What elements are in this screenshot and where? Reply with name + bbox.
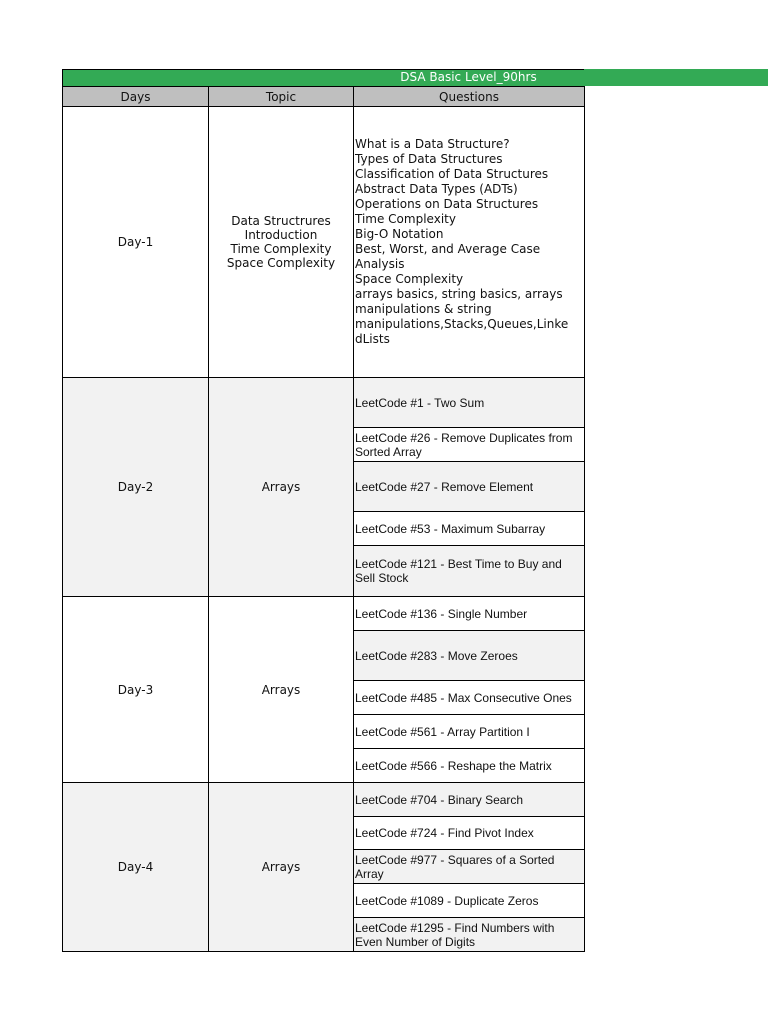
column-header-topic: Topic	[209, 87, 354, 107]
question-line: Operations on Data Structures	[355, 197, 539, 211]
question-cell: LeetCode #26 - Remove Duplicates from Sorted Array	[354, 428, 585, 462]
question-cell: LeetCode #1 - Two Sum	[354, 378, 585, 428]
question-cell: LeetCode #136 - Single Number	[354, 597, 585, 631]
question-line: Space Complexity	[355, 272, 464, 286]
topic-cell: Arrays	[209, 378, 354, 597]
question-cell: LeetCode #566 - Reshape the Matrix	[354, 749, 585, 783]
sheet-title: DSA Basic Level_90hrs	[400, 70, 537, 84]
question-cell: LeetCode #1089 - Duplicate Zeros	[354, 884, 585, 918]
table-row	[63, 107, 585, 378]
day-cell: Day-3	[63, 597, 209, 783]
question-line: dLists	[355, 332, 390, 346]
table-row	[63, 597, 585, 631]
topic-line: Time Complexity	[230, 242, 332, 256]
day-cell: Day-2	[63, 378, 209, 597]
question-line: arrays basics, string basics, arrays	[355, 287, 563, 301]
question-line: manipulations,Stacks,Queues,Linke	[355, 317, 569, 331]
question-cell: LeetCode #977 - Squares of a Sorted Array	[354, 850, 585, 884]
topic-cell	[209, 107, 354, 378]
topic-line: Space Complexity	[226, 256, 336, 270]
question-line: Analysis	[355, 257, 405, 271]
topic-line: Data Structrures	[231, 214, 331, 228]
column-header-questions: Questions	[354, 87, 585, 107]
question-cell: LeetCode #1295 - Find Numbers with Even Number of Digits	[354, 918, 585, 952]
day-cell: Day-1	[63, 107, 209, 378]
topic-cell: Arrays	[209, 597, 354, 783]
question-cell: LeetCode #53 - Maximum Subarray	[354, 512, 585, 546]
question-line: Big-O Notation	[355, 227, 444, 241]
question-line: Classification of Data Structures	[355, 167, 549, 181]
title-left-border	[62, 69, 63, 87]
topic-line: Introduction	[244, 228, 318, 242]
question-cell: LeetCode #561 - Array Partition I	[354, 715, 585, 749]
question-cell: LeetCode #485 - Max Consecutive Ones	[354, 681, 585, 715]
header-row	[63, 87, 585, 107]
day-cell: Day-4	[63, 783, 209, 952]
table-row	[63, 378, 585, 428]
question-line: Abstract Data Types (ADTs)	[355, 182, 518, 196]
table-row	[63, 783, 585, 817]
column-header-days: Days	[63, 87, 209, 107]
question-line: What is a Data Structure?	[355, 137, 510, 151]
questions-cell	[354, 107, 585, 378]
question-line: Best, Worst, and Average Case	[355, 242, 541, 256]
question-cell: LeetCode #724 - Find Pivot Index	[354, 817, 585, 850]
schedule-table	[62, 86, 585, 952]
question-cell: LeetCode #27 - Remove Element	[354, 462, 585, 512]
question-cell: LeetCode #704 - Binary Search	[354, 783, 585, 817]
topic-cell: Arrays	[209, 783, 354, 952]
question-cell: LeetCode #283 - Move Zeroes	[354, 631, 585, 681]
question-cell: LeetCode #121 - Best Time to Buy and Sell Stock	[354, 546, 585, 597]
question-line: Time Complexity	[355, 212, 456, 226]
question-line: manipulations & string	[355, 302, 492, 316]
question-line: Types of Data Structures	[355, 152, 503, 166]
